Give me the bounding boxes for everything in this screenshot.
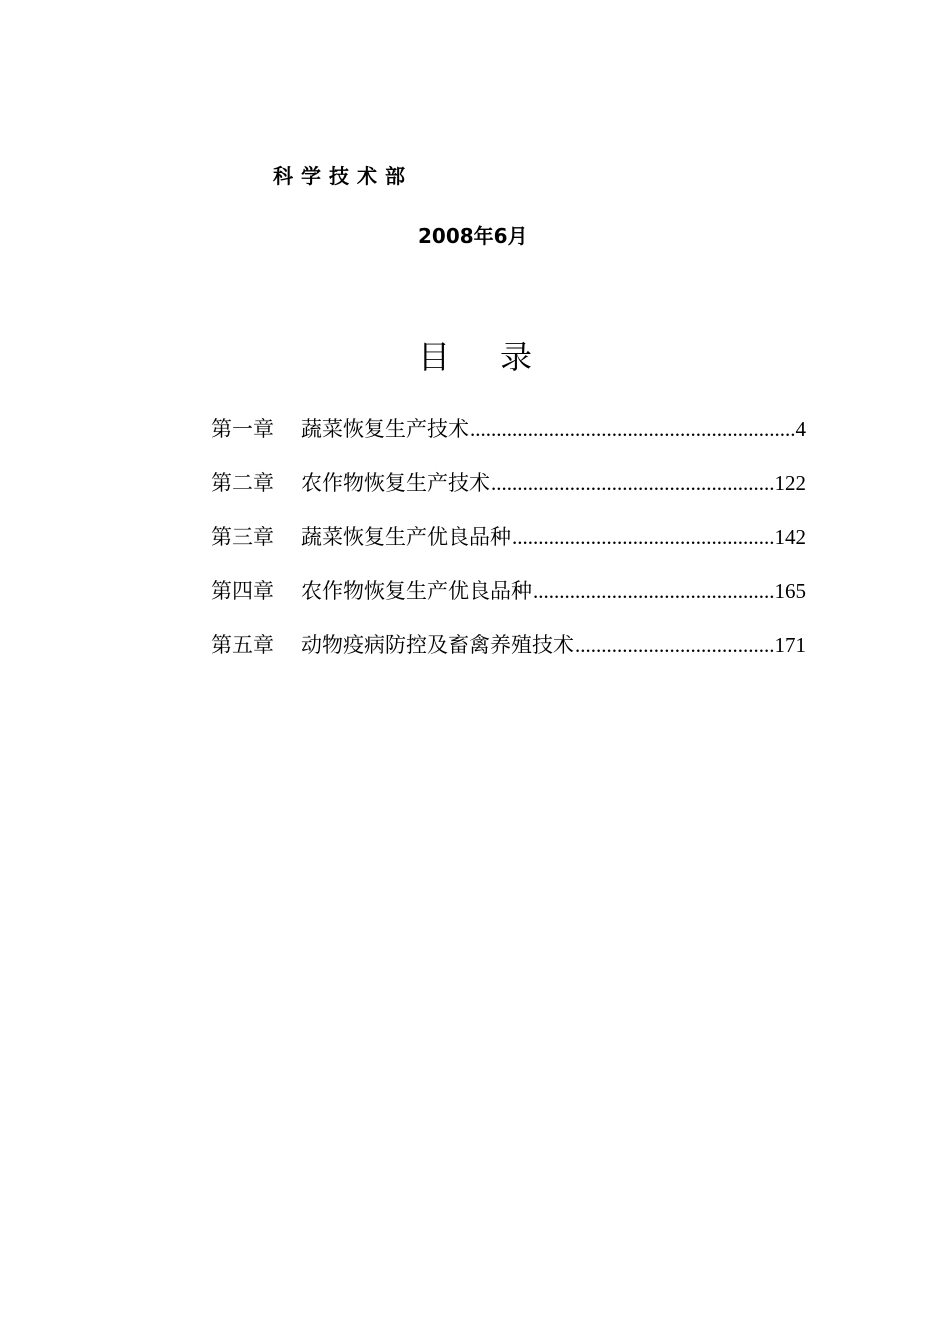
toc-entry-chapter-5[interactable] (211, 627, 806, 681)
toc-entry-chapter-1[interactable] (211, 411, 806, 465)
table-of-contents (211, 411, 806, 681)
toc-chapter-number: 第一章 (211, 417, 274, 441)
toc-dot-leader (512, 519, 774, 555)
toc-chapter-number: 第五章 (211, 633, 274, 657)
toc-chapter-number: 第四章 (211, 579, 274, 603)
toc-dot-leader (575, 627, 774, 663)
toc-dot-leader (470, 411, 795, 447)
toc-entry-chapter-3[interactable] (211, 519, 806, 573)
organization-name: 科学技术部 (273, 164, 413, 188)
toc-chapter-title: 动物疫病防控及畜禽养殖技术 (301, 633, 574, 657)
toc-chapter-title: 农作物恢复生产技术 (301, 471, 490, 495)
toc-page-number: 142 (774, 525, 806, 549)
toc-chapter-title: 蔬菜恢复生产技术 (301, 417, 469, 441)
toc-chapter-number: 第二章 (211, 471, 274, 495)
toc-chapter-title: 蔬菜恢复生产优良品种 (301, 525, 511, 549)
toc-entry-chapter-4[interactable] (211, 573, 806, 627)
toc-title: 目录 (417, 338, 582, 376)
toc-page-number: 4 (795, 417, 806, 441)
toc-dot-leader (533, 573, 774, 609)
publication-date: 2008年6月 (418, 224, 528, 248)
toc-chapter-title: 农作物恢复生产优良品种 (301, 579, 532, 603)
toc-chapter-number: 第三章 (211, 525, 274, 549)
toc-entry-chapter-2[interactable] (211, 465, 806, 519)
toc-dot-leader (491, 465, 774, 501)
toc-page-number: 165 (774, 579, 806, 603)
toc-page-number: 122 (774, 471, 806, 495)
toc-page-number: 171 (774, 633, 806, 657)
